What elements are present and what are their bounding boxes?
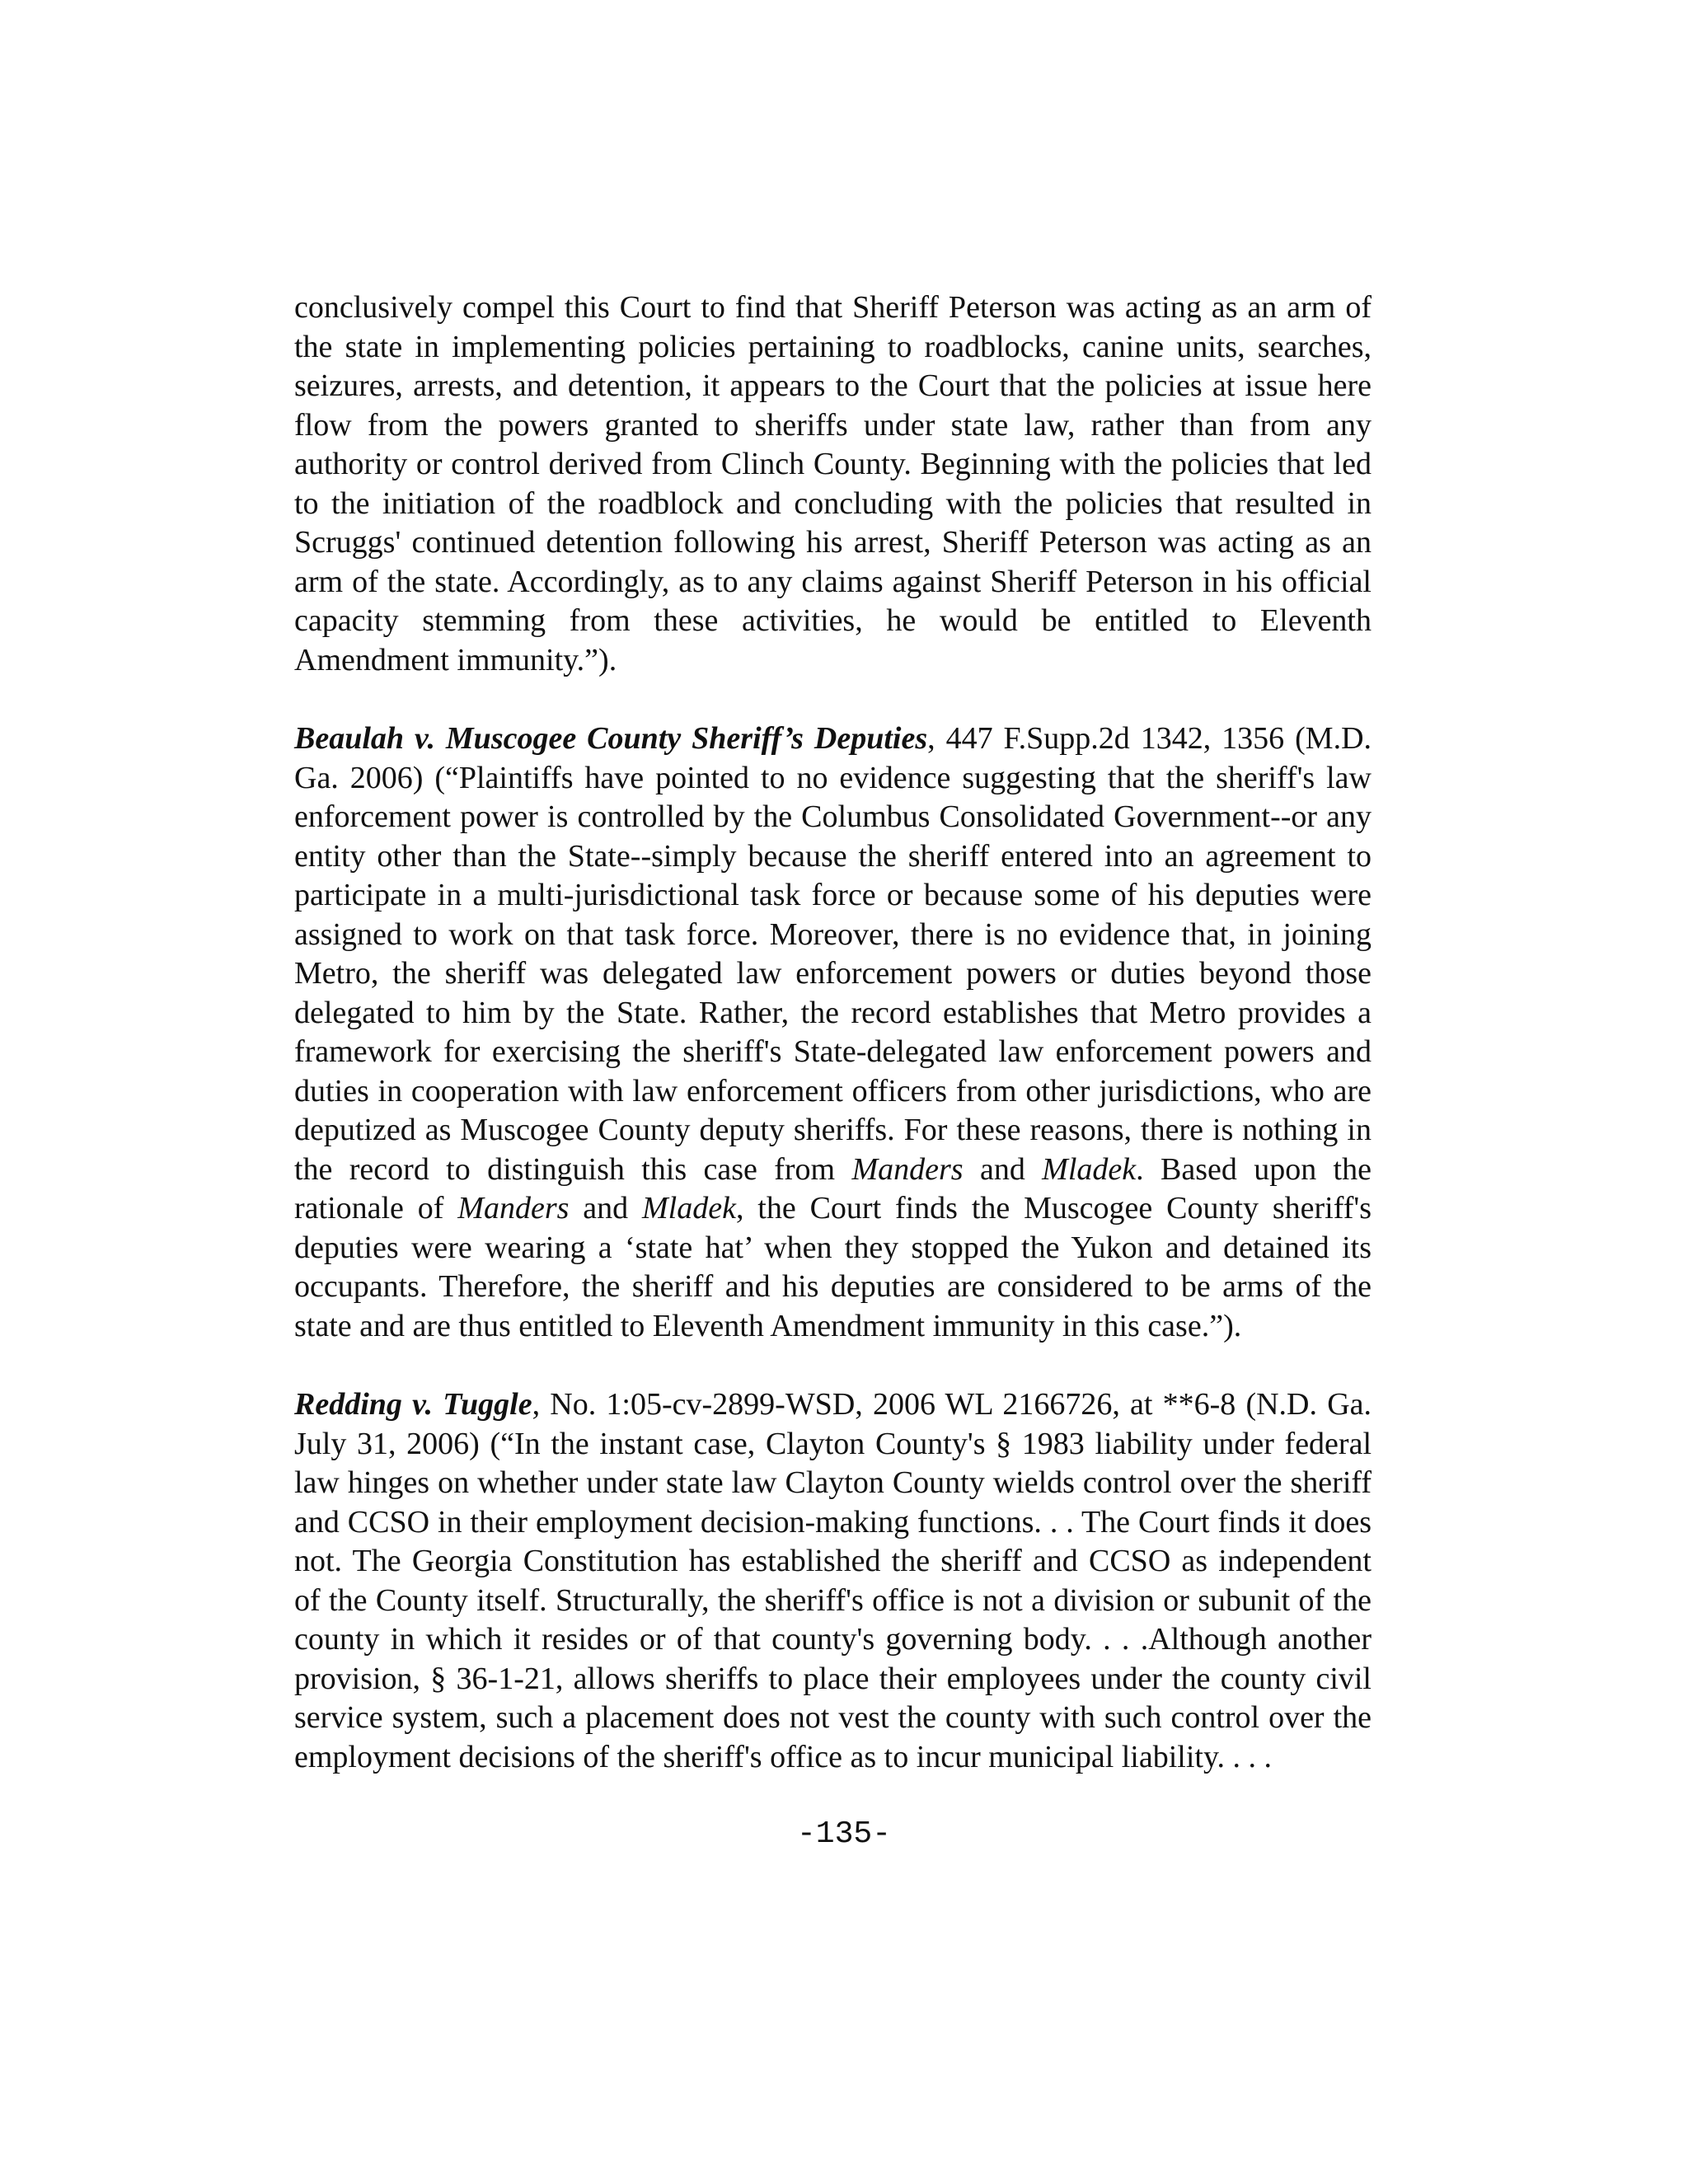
case-name-redding: Redding v. Tuggle: [294, 1387, 532, 1422]
beaulah-text-and: and: [569, 1191, 642, 1226]
paragraph-beaulah: [294, 719, 1372, 1346]
redding-text: , No. 1:05-cv-2899-WSD, 2006 WL 2166726, at **6-8 (N.D. Ga. July 31, 2006) (“In the instant case, Clayton County's § 1983 liability under federal law hinges on whether under state law Clayton County wields control over the sheriff and CCSO in their employment decision-making functions. . . The Court finds it does not. The Georgia Constitution has established the sheriff and CCSO as independent of the County itself. Structurally, the sheriff's office is not a division or subunit of the county in which it resides or of that county's governing body. . . .Although another provision, § 36-1-21, allows sheriffs to place their employees under the county civil service system, such a placement does not vest the county with such control over the employment decisions of the sheriff's office as to incur municipal liability. . . .: [294, 1387, 1372, 1774]
case-ref-manders: Manders: [457, 1191, 570, 1226]
beaulah-text-part1: , 447 F.Supp.2d 1342, 1356 (M.D. Ga. 2006) (“Plaintiffs have pointed to no evidence suggesting that the sheriff's law enforcement power is controlled by the Columbus Consolidated Government--or any entity other than the State--simply because the sheriff entered into an agreement to participate in a multi-jurisdictional task force or because some of his deputies were assigned to work on that task force. Moreover, there is no evidence that, in joining Metro, the sheriff was delegated law enforcement powers or duties beyond those delegated to him by the State. Rather, the record establishes that Metro provides a framework for exercising the sheriff's State-delegated law enforcement powers and duties in cooperation with law enforcement officers from other jurisdictions, who are deputized as Muscogee County deputy sheriffs. For these reasons, there is nothing in the record to distinguish this case from: [294, 721, 1372, 1187]
beaulah-text-and: and: [963, 1151, 1043, 1187]
beaulah-text-part3: , the Court finds the Muscogee County sheriff's deputies were wearing a ‘state hat’ when they stopped the Yukon and detained its occupants. Therefore, the sheriff and his deputies are considered to be arms of the state and are thus entitled to Eleventh Amendment immunity in this case.”).: [294, 1191, 1372, 1343]
paragraph-redding: [294, 1385, 1372, 1777]
case-ref-mladek: Mladek: [1042, 1151, 1137, 1187]
case-ref-manders: Manders: [851, 1151, 964, 1187]
document-body: [294, 288, 1372, 1777]
paragraph-gap: [294, 1346, 1372, 1385]
paragraph-clinch-county-quote: conclusively compel this Court to find that Sheriff Peterson was acting as an arm of the state in implementing policies pertaining to roadblocks, canine units, searches, seizures, arrests, and detention, it appears to the Court that the policies at issue here flow from the powers granted to sheriffs under state law, rather than from any authority or control derived from Clinch County. Beginning with the policies that led to the initiation of the roadblock and concluding with the policies that resulted in Scruggs' continued detention following his arrest, Sheriff Peterson was acting as an arm of the state. Accordingly, as to any claims against Sheriff Peterson in his official capacity stemming from these activities, he would be entitled to Eleventh Amendment immunity.”).: [294, 290, 1372, 677]
case-ref-mladek: Mladek: [641, 1191, 736, 1226]
page-number: -135-: [796, 1816, 892, 1852]
paragraph-gap: [294, 680, 1372, 719]
case-name-beaulah: Beaulah v. Muscogee County Sheriff’s Deputies: [294, 721, 928, 756]
beaulah-text-part2: . Based upon the rationale of: [294, 1151, 1372, 1226]
